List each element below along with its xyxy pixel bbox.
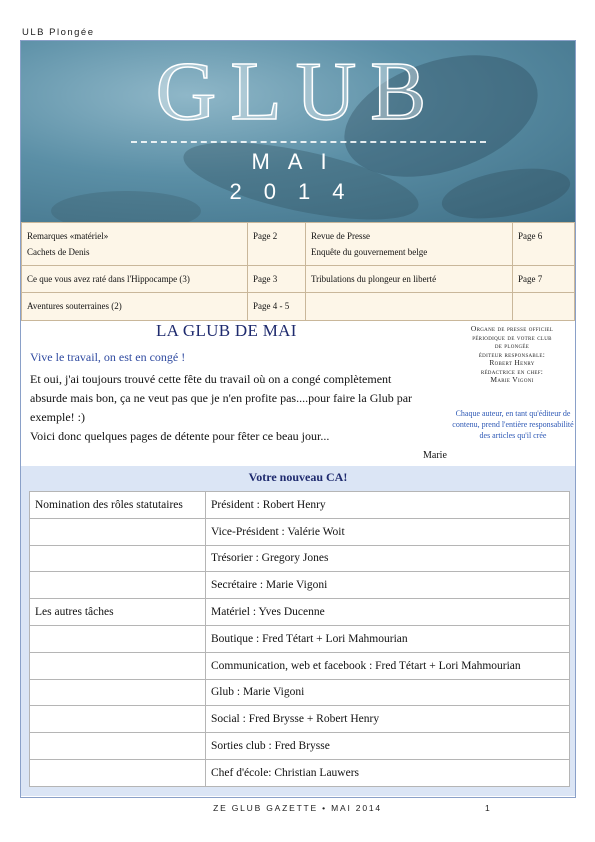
credits-line: rédactrice en chef:	[480, 366, 544, 376]
body-line: exemple! :)	[30, 410, 85, 424]
table-of-contents	[21, 222, 575, 321]
role-cell: Trésorier : Gregory Jones	[206, 545, 570, 572]
responsibility-note: Chaque auteur, en tant qu'éditeur de contenu, prend l'entière responsabilité des articles qu'il crée	[452, 409, 574, 440]
table-row	[30, 733, 570, 760]
role-cell: Glub : Marie Vigoni	[206, 679, 570, 706]
role-cell: Vice-Président : Valérie Woit	[206, 518, 570, 545]
role-group-cell	[30, 545, 206, 572]
table-row	[30, 679, 570, 706]
role-group-cell	[30, 706, 206, 733]
toc-entry[interactable]	[22, 223, 248, 266]
article-lead: Vive le travail, on est en congé !	[30, 350, 186, 364]
toc-entry-title: Enquête du gouvernement belge	[311, 247, 428, 257]
article-signature: Marie	[423, 450, 447, 461]
role-cell: Secrétaire : Marie Vigoni	[206, 572, 570, 599]
role-cell: Boutique : Fred Tétart + Lori Mahmourian	[206, 625, 570, 652]
ca-table	[29, 491, 570, 787]
table-row	[30, 759, 570, 786]
role-group-cell: Les autres tâches	[30, 599, 206, 626]
toc-row	[22, 266, 575, 293]
role-cell: Communication, web et facebook : Fred Tétart + Lori Mahmourian	[206, 652, 570, 679]
table-row	[30, 706, 570, 733]
role-cell: Sorties club : Fred Brysse	[206, 733, 570, 760]
masthead-divider	[131, 141, 486, 143]
table-row	[30, 518, 570, 545]
table-row	[30, 572, 570, 599]
toc-entry-title: Revue de Presse	[311, 231, 370, 241]
toc-entry[interactable]	[306, 293, 513, 321]
ca-section	[21, 466, 575, 796]
role-cell: Social : Fred Brysse + Robert Henry	[206, 706, 570, 733]
body-line: Et oui, j'ai toujours trouvé cette fête du travail où on a congé complètement	[30, 372, 392, 386]
toc-entry-title: Remarques «matériel»	[27, 231, 109, 241]
table-row	[30, 599, 570, 626]
masthead-banner	[21, 41, 575, 222]
body-line: absurde mais bon, ça ne veut pas que je n'en profite pas....pour faire la Glub par	[30, 391, 413, 405]
role-group-cell	[30, 518, 206, 545]
toc-page: Page 6	[513, 223, 575, 266]
toc-page: Page 4 - 5	[248, 293, 306, 321]
toc-page: Page 3	[248, 266, 306, 293]
issue-month: MAI	[251, 149, 345, 174]
role-cell: Président : Robert Henry	[206, 492, 570, 519]
role-cell: Chef d'école: Christian Lauwers	[206, 759, 570, 786]
toc-entry[interactable]: Tribulations du plongeur en liberté	[306, 266, 513, 293]
masthead-title: GLUB	[155, 45, 441, 138]
role-group-cell	[30, 733, 206, 760]
toc-entry-title: Cachets de Denis	[27, 247, 90, 257]
role-group-cell	[30, 625, 206, 652]
article-title: LA GLUB DE MAI	[156, 321, 297, 340]
role-cell: Matériel : Yves Ducenne	[206, 599, 570, 626]
body-line: Voici donc quelques pages de détente pour fêter ce beau jour...	[30, 429, 330, 443]
page-number: 1	[485, 803, 492, 813]
ca-title: Votre nouveau CA!	[248, 470, 348, 484]
toc-entry[interactable]	[306, 223, 513, 266]
credits-line: de plongée	[494, 341, 530, 350]
article-body	[30, 370, 450, 446]
toc-page	[513, 293, 575, 321]
masthead-credits	[447, 325, 577, 385]
toc-entry[interactable]: Ce que vous avez raté dans l'Hippocampe (3)	[22, 266, 248, 293]
issue-year: 2014	[229, 179, 367, 204]
page-footer	[0, 803, 595, 813]
table-row	[30, 545, 570, 572]
credits-line: Robert Henry	[489, 358, 535, 367]
table-row	[30, 492, 570, 519]
toc-row	[22, 293, 575, 321]
toc-page: Page 2	[248, 223, 306, 266]
toc-page: Page 7	[513, 266, 575, 293]
org-label: ULB Plongée	[22, 27, 95, 38]
role-group-cell	[30, 652, 206, 679]
credits-line: Marie Vigoni	[490, 375, 534, 384]
role-group-cell	[30, 572, 206, 599]
credits-line: éditeur responsable:	[478, 349, 546, 359]
footer-text: ZE GLUB GAZETTE • MAI 2014	[213, 803, 382, 813]
toc-entry[interactable]: Aventures souterraines (2)	[22, 293, 248, 321]
role-group-cell: Nomination des rôles statutaires	[30, 492, 206, 519]
credits-line: périodique de votre club	[472, 332, 552, 342]
table-row	[30, 652, 570, 679]
role-group-cell	[30, 679, 206, 706]
table-row	[30, 625, 570, 652]
toc-row	[22, 223, 575, 266]
credits-line: Organe de presse officiel	[470, 324, 554, 333]
role-group-cell	[30, 759, 206, 786]
